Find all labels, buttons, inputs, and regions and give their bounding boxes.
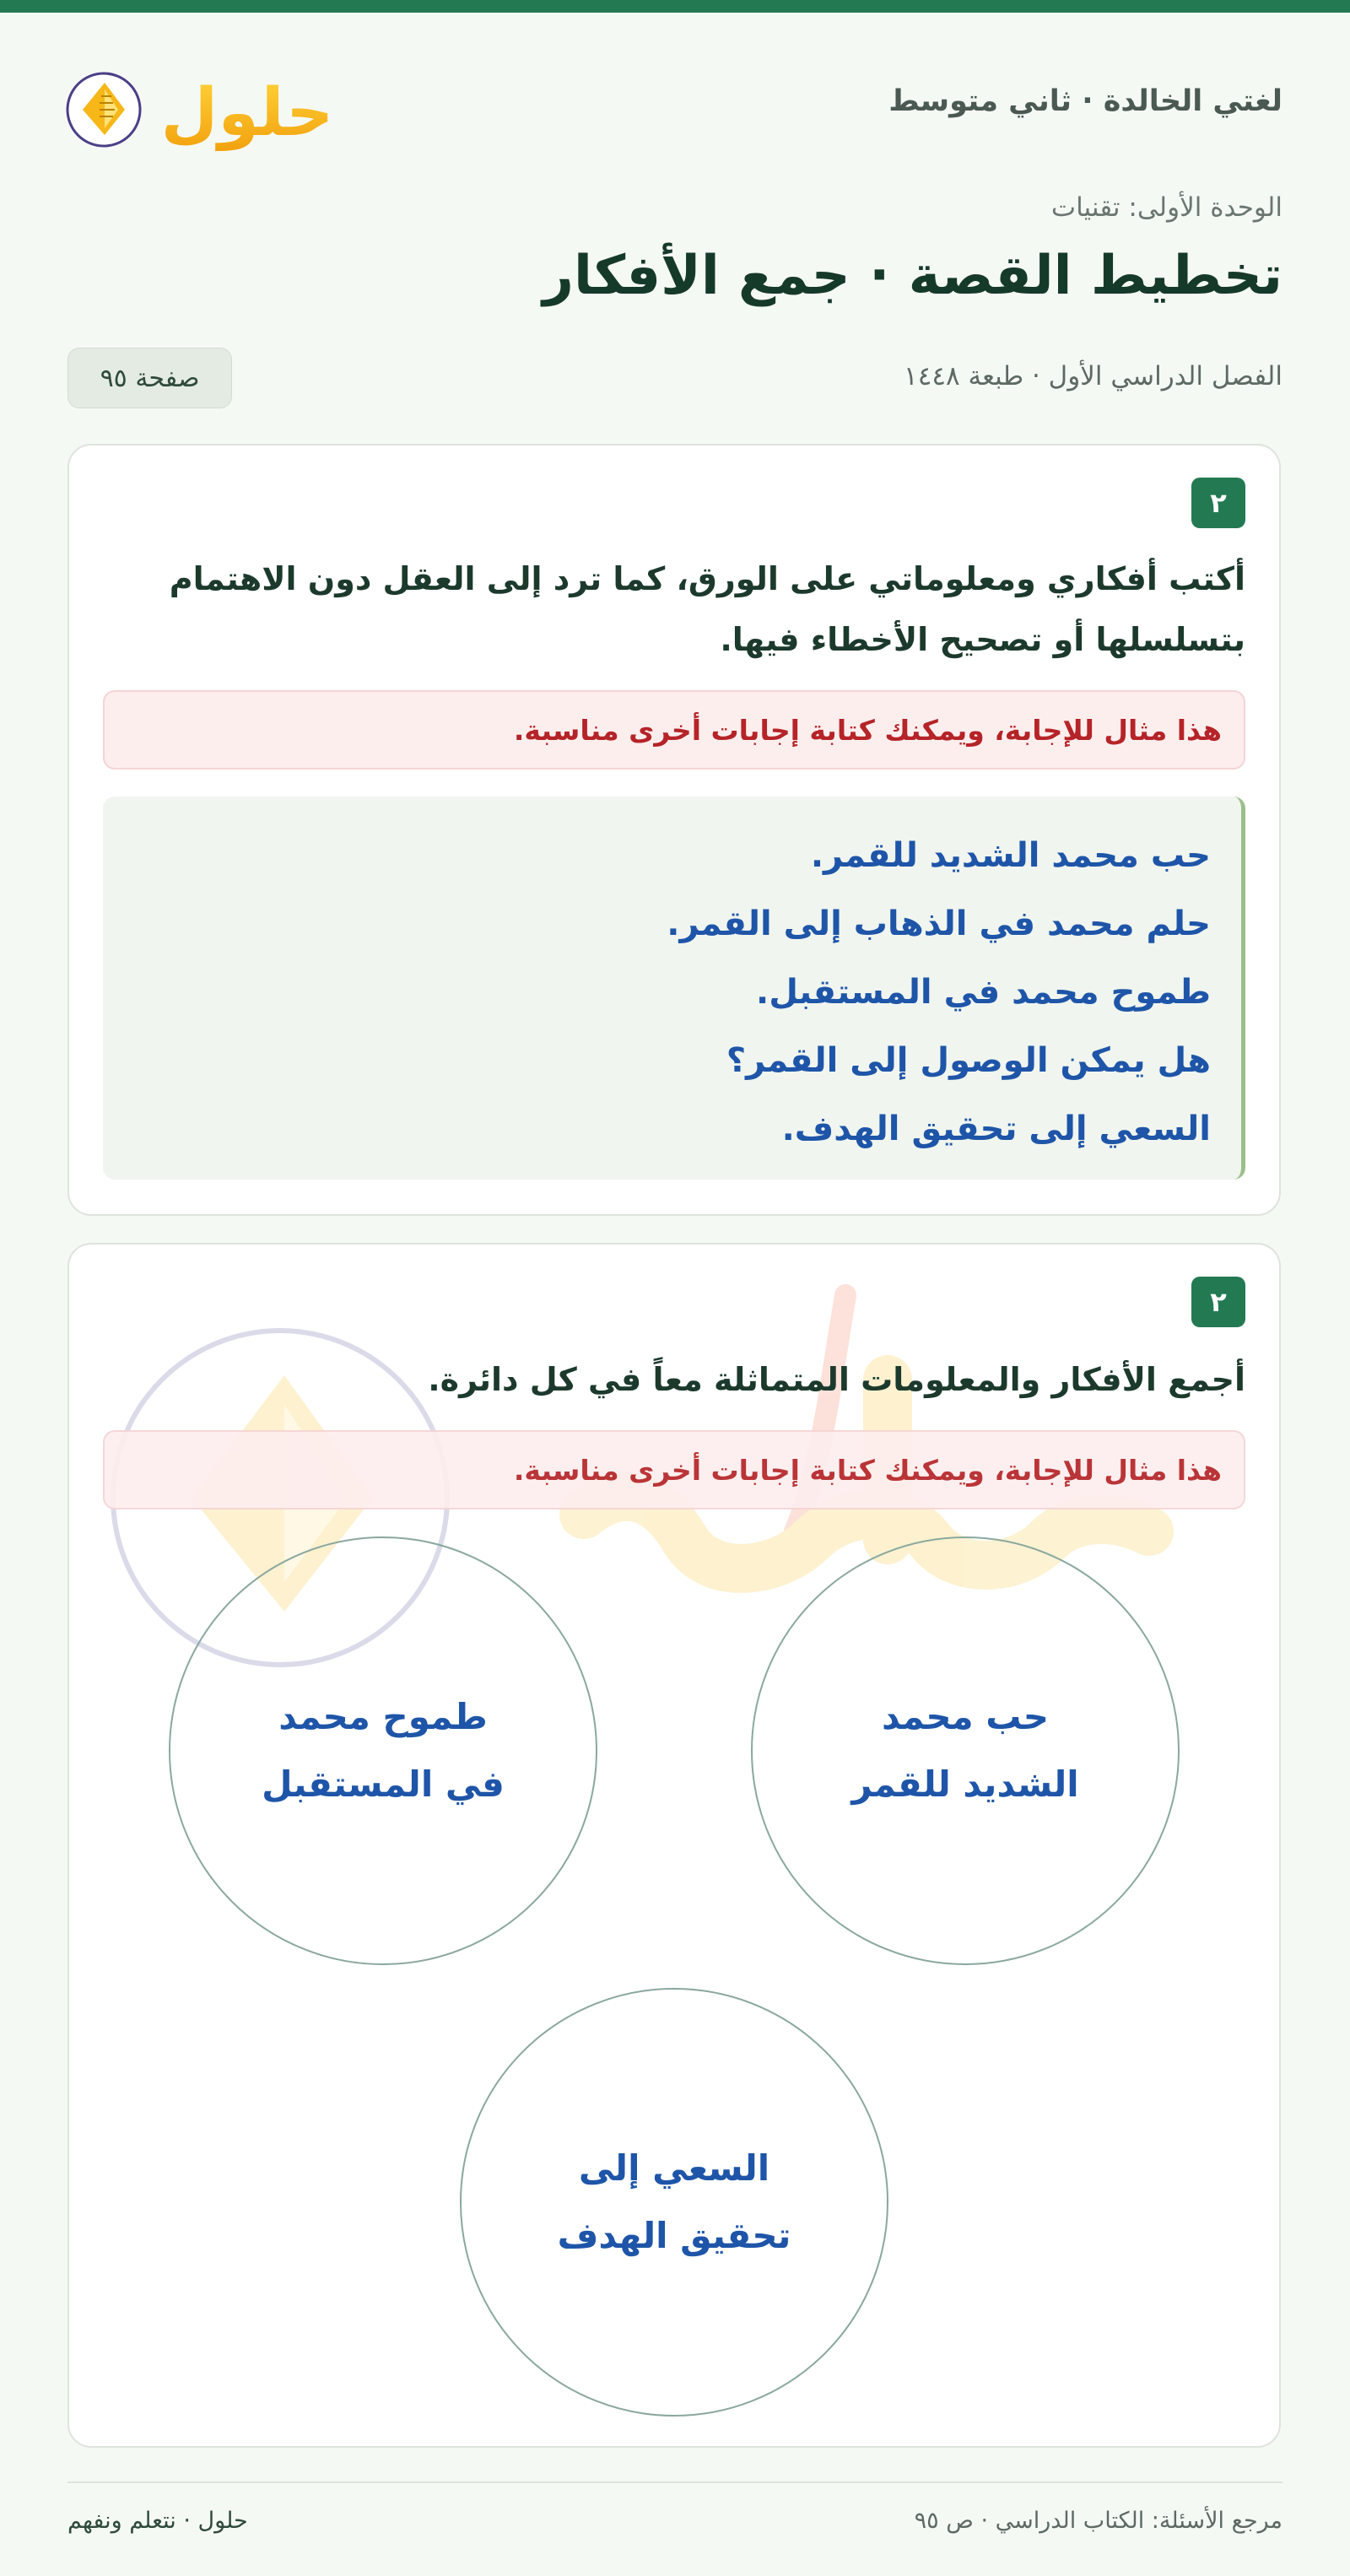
question-prompt xyxy=(103,548,1245,670)
answer-line: هل يمكن الوصول إلى القمر؟ xyxy=(726,1041,1211,1080)
hulul-logo xyxy=(66,54,334,154)
question-prompt-line: بتسلسلها أو تصحيح الأخطاء فيها. xyxy=(720,621,1245,658)
answer-line: حلم محمد في الذهاب إلى القمر. xyxy=(667,905,1211,943)
answer-box xyxy=(103,797,1245,1180)
svg-text:حلول: حلول xyxy=(160,75,334,151)
question-card-2 xyxy=(68,1243,1281,2448)
page-number-badge: صفحة ٩٥ xyxy=(68,348,232,408)
answer-line: طموح محمد في المستقبل. xyxy=(756,973,1211,1012)
idea-circle-text: في المستقبل xyxy=(262,1763,505,1805)
semester-label: الفصل الدراسي الأول · طبعة ١٤٤٨ xyxy=(904,361,1282,392)
idea-circle xyxy=(751,1536,1180,1965)
question-number-badge: ٢ xyxy=(1191,1277,1245,1327)
book-name: لغتي الخالدة · ثاني متوسط xyxy=(888,84,1282,118)
idea-circle-text: السعي إلى xyxy=(578,2147,770,2189)
answer-line: حب محمد الشديد للقمر. xyxy=(810,836,1211,875)
idea-circle-text: الشديد للقمر xyxy=(851,1763,1079,1805)
question-prompt-line: أكتب أفكاري ومعلوماتي على الورق، كما ترد إلى العقل دون الاهتمام xyxy=(169,560,1245,597)
question-prompt: أجمع الأفكار والمعلومات المتماثلة معاً في كل دائرة. xyxy=(428,1361,1245,1398)
idea-circle xyxy=(169,1536,597,1965)
idea-circle-text: حب محمد xyxy=(881,1696,1050,1737)
footer-reference: مرجع الأسئلة: الكتاب الدراسي · ص ٩٥ xyxy=(914,2508,1282,2534)
question-number-badge: ٢ xyxy=(1191,478,1245,528)
unit-label: الوحدة الأولى: تقنيات xyxy=(1050,192,1282,223)
footer-divider xyxy=(68,2481,1282,2483)
idea-circle-text: طموح محمد xyxy=(278,1696,488,1737)
top-accent-bar xyxy=(0,0,1350,13)
footer-brand: حلول · نتعلم ونفهم xyxy=(68,2508,248,2534)
page-title: تخطيط القصة · جمع الأفكار xyxy=(543,245,1282,307)
idea-circle xyxy=(460,1988,888,2417)
example-answer-note: هذا مثال للإجابة، ويمكنك كتابة إجابات أخرى مناسبة. xyxy=(103,690,1245,770)
example-answer-note: هذا مثال للإجابة، ويمكنك كتابة إجابات أخرى مناسبة. xyxy=(103,1430,1245,1509)
idea-circle-text: تحقيق الهدف xyxy=(557,2215,791,2256)
question-card-1 xyxy=(68,444,1281,1216)
answer-line: السعي إلى تحقيق الهدف. xyxy=(781,1110,1211,1148)
